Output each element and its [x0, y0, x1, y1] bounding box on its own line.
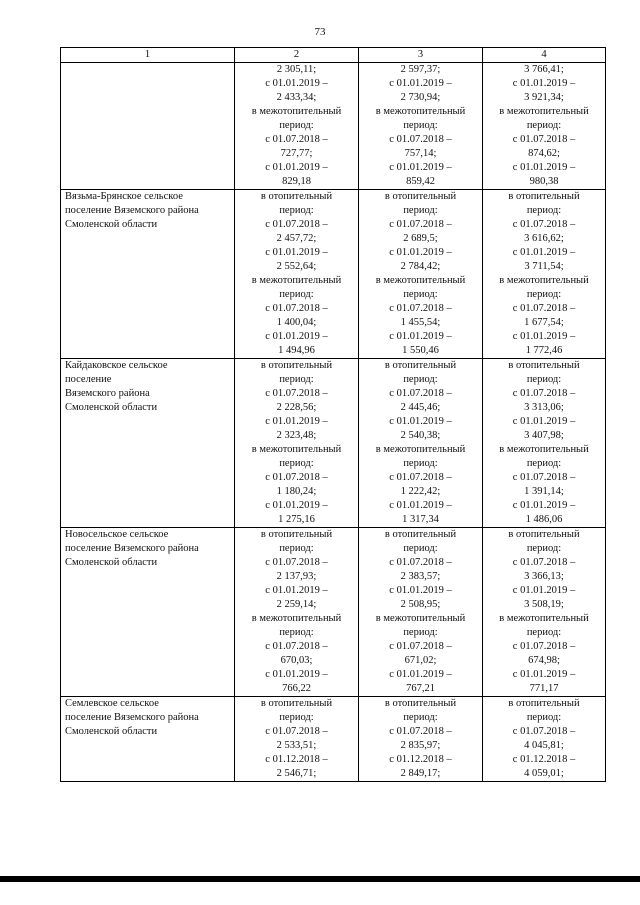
- tariff-line: 829,18: [282, 176, 311, 187]
- tariff-line: с 01.01.2019 –: [389, 585, 452, 596]
- tariff-line: 2 508,95;: [400, 599, 441, 610]
- column-header-3: 3: [359, 48, 483, 63]
- tariff-line: 767,21: [406, 683, 435, 694]
- tariff-line: 1 180,24;: [276, 486, 317, 497]
- tariff-line: с 01.01.2019 –: [389, 416, 452, 427]
- tariff-line: с 01.01.2019 –: [265, 585, 328, 596]
- tariff-line: с 01.01.2019 –: [389, 669, 452, 680]
- tariff-line: в межотопительный: [499, 275, 589, 286]
- table-body: [61, 63, 606, 782]
- tariff-cell-col2: [235, 63, 359, 190]
- tariff-line: период:: [526, 543, 562, 554]
- tariff-line: 3 616,62;: [524, 233, 564, 244]
- tariff-line: период:: [403, 289, 438, 300]
- column-header-2: 2: [235, 48, 359, 63]
- tariff-line: период:: [526, 289, 562, 300]
- tariff-line: 2 457,72;: [276, 233, 317, 244]
- tariff-line: с 01.01.2019 –: [512, 162, 576, 173]
- settlement-name-line: поселение Вяземского района: [65, 205, 199, 216]
- tariff-line: 3 766,41;: [524, 64, 564, 75]
- tariff-line: 3 921,34;: [524, 92, 564, 103]
- tariff-line: с 01.07.2018 –: [512, 219, 576, 230]
- tariff-line: 1 550,46: [402, 345, 439, 356]
- tariff-line: период:: [279, 627, 314, 638]
- tariff-line: 2 597,37;: [400, 64, 441, 75]
- tariff-line: с 01.01.2019 –: [512, 416, 576, 427]
- tariff-line: 2 533,51;: [276, 740, 317, 751]
- tariff-cell-col3: [359, 63, 483, 190]
- tariff-line: 670,03;: [280, 655, 313, 666]
- settlement-name-line: поселение: [65, 374, 112, 385]
- tariff-line: 727,77;: [280, 148, 313, 159]
- tariff-cell-col4: [483, 697, 606, 782]
- tariff-line: с 01.07.2018 –: [389, 219, 452, 230]
- tariff-line: с 01.01.2019 –: [512, 78, 576, 89]
- tariff-line: 1 391,14;: [524, 486, 564, 497]
- tariff-line: с 01.01.2019 –: [265, 500, 328, 511]
- tariff-line: период:: [526, 120, 562, 131]
- tariff-line: 2 552,64;: [276, 261, 317, 272]
- tariff-line: 1 400,04;: [276, 317, 317, 328]
- tariff-line: 2 137,93;: [276, 571, 317, 582]
- tariff-line: 2 730,94;: [400, 92, 441, 103]
- tariff-line: с 01.07.2018 –: [265, 219, 328, 230]
- tariff-line: 1 772,46: [525, 345, 563, 356]
- tariff-line: в межотопительный: [375, 106, 466, 117]
- settlement-name-line: Новосельское сельское: [65, 529, 169, 540]
- tariff-line: 2 323,48;: [276, 430, 317, 441]
- tariff-line: в отопительный: [508, 698, 580, 709]
- tariff-line: период:: [279, 289, 314, 300]
- tariff-line: с 01.01.2019 –: [265, 162, 328, 173]
- settlement-name-line: Кайдаковское сельское: [65, 360, 168, 371]
- settlement-name-line: поселение Вяземского района: [65, 712, 199, 723]
- tariff-cell-col4: [483, 528, 606, 697]
- tariff-line: 859,42: [406, 176, 435, 187]
- tariff-line: 2 433,34;: [276, 92, 317, 103]
- tariff-line: период:: [526, 374, 562, 385]
- settlement-name-cell: [61, 359, 235, 528]
- tariff-line: с 01.07.2018 –: [512, 134, 576, 145]
- table-row: [61, 63, 606, 190]
- tariff-line: период:: [526, 205, 562, 216]
- tariff-line: 3 366,13;: [524, 571, 564, 582]
- tariff-line: с 01.01.2019 –: [265, 247, 328, 258]
- tariff-line: с 01.07.2018 –: [389, 472, 452, 483]
- tariff-line: с 01.07.2018 –: [389, 388, 452, 399]
- settlement-name-line: Смоленской области: [65, 726, 158, 737]
- tariff-line: 2 259,14;: [276, 599, 317, 610]
- table-row: [61, 359, 606, 528]
- page-number: 73: [314, 26, 326, 38]
- tariff-line: с 01.07.2018 –: [265, 472, 328, 483]
- tariff-line: с 01.01.2019 –: [265, 78, 328, 89]
- tariff-line: с 01.01.2019 –: [389, 162, 452, 173]
- tariff-line: 2 383,57;: [400, 571, 441, 582]
- tariff-line: с 01.07.2018 –: [265, 134, 328, 145]
- tariff-line: в отопительный: [508, 529, 580, 540]
- tariff-line: в отопительный: [260, 698, 333, 709]
- tariff-line: 2 849,17;: [400, 768, 441, 779]
- tariff-line: период:: [279, 374, 314, 385]
- tariff-line: с 01.07.2018 –: [265, 726, 328, 737]
- tariff-line: с 01.07.2018 –: [512, 726, 576, 737]
- tariff-line: период:: [526, 627, 562, 638]
- tariff-line: 771,17: [529, 683, 559, 694]
- tariff-line: с 01.01.2019 –: [265, 669, 328, 680]
- tariff-line: с 01.07.2018 –: [389, 134, 452, 145]
- tariff-table: [60, 47, 606, 782]
- tariff-cell-col4: [483, 359, 606, 528]
- tariff-line: в межотопительный: [375, 613, 466, 624]
- tariff-line: 674,98;: [528, 655, 560, 666]
- settlement-name-line: Смоленской области: [65, 557, 158, 568]
- tariff-line: период:: [403, 627, 438, 638]
- table-row: [61, 528, 606, 697]
- column-header-4: 4: [483, 48, 606, 63]
- table-header: [61, 48, 606, 63]
- tariff-line: 2 784,42;: [400, 261, 441, 272]
- tariff-line: в межотопительный: [251, 106, 342, 117]
- tariff-line: в отопительный: [384, 360, 457, 371]
- tariff-line: с 01.07.2018 –: [389, 557, 452, 568]
- settlement-name-line: Смоленской области: [65, 402, 158, 413]
- settlement-name-line: Вяземского района: [65, 388, 150, 399]
- tariff-line: 2 445,46;: [400, 402, 441, 413]
- settlement-name-cell: [61, 190, 235, 359]
- tariff-line: в межотопительный: [499, 106, 589, 117]
- tariff-line: период:: [403, 458, 438, 469]
- tariff-line: период:: [403, 120, 438, 131]
- tariff-line: период:: [403, 712, 438, 723]
- tariff-line: 757,14;: [404, 148, 437, 159]
- tariff-line: 980,38: [529, 176, 559, 187]
- settlement-name-line: Вязьма-Брянское сельское: [65, 191, 183, 202]
- tariff-line: с 01.07.2018 –: [512, 388, 576, 399]
- tariff-cell-col3: [359, 190, 483, 359]
- tariff-line: 1 677,54;: [524, 317, 564, 328]
- header-row: [61, 48, 606, 63]
- tariff-line: с 01.07.2018 –: [265, 641, 328, 652]
- tariff-cell-col2: [235, 190, 359, 359]
- tariff-line: в межотопительный: [251, 275, 342, 286]
- tariff-line: 4 059,01;: [524, 768, 564, 779]
- tariff-line: в межотопительный: [375, 275, 466, 286]
- tariff-line: с 01.07.2018 –: [512, 303, 576, 314]
- settlement-name-line: Семлевское сельское: [65, 698, 159, 709]
- tariff-line: 1 275,16: [278, 514, 315, 525]
- tariff-line: 2 540,38;: [400, 430, 441, 441]
- tariff-line: с 01.07.2018 –: [512, 472, 576, 483]
- tariff-line: 1 494,96: [278, 345, 315, 356]
- tariff-line: 2 689,5;: [403, 233, 438, 244]
- tariff-line: в отопительный: [260, 360, 333, 371]
- settlement-name-line: поселение Вяземского района: [65, 543, 199, 554]
- tariff-line: 3 407,98;: [524, 430, 564, 441]
- tariff-cell-col3: [359, 359, 483, 528]
- tariff-line: период:: [279, 120, 314, 131]
- tariff-line: с 01.12.2018 –: [512, 754, 576, 765]
- tariff-cell-col2: [235, 359, 359, 528]
- tariff-line: период:: [279, 205, 314, 216]
- tariff-line: в межотопительный: [375, 444, 466, 455]
- tariff-line: с 01.07.2018 –: [265, 388, 328, 399]
- tariff-line: 3 313,06;: [524, 402, 564, 413]
- tariff-line: с 01.01.2019 –: [512, 585, 576, 596]
- tariff-line: с 01.07.2018 –: [512, 557, 576, 568]
- tariff-line: в межотопительный: [499, 444, 589, 455]
- tariff-line: 1 486,06: [525, 514, 563, 525]
- tariff-line: с 01.07.2018 –: [265, 557, 328, 568]
- tariff-line: с 01.01.2019 –: [389, 247, 452, 258]
- settlement-name-cell: [61, 528, 235, 697]
- tariff-line: 2 835,97;: [400, 740, 441, 751]
- bottom-border-bar: [0, 876, 640, 882]
- table-row: [61, 190, 606, 359]
- tariff-line: 2 546,71;: [276, 768, 317, 779]
- tariff-line: с 01.07.2018 –: [512, 641, 576, 652]
- tariff-line: с 01.01.2019 –: [265, 331, 328, 342]
- tariff-line: период:: [526, 712, 562, 723]
- tariff-line: в отопительный: [508, 360, 580, 371]
- tariff-line: с 01.07.2018 –: [389, 726, 452, 737]
- tariff-line: с 01.07.2018 –: [389, 303, 452, 314]
- tariff-line: 1 317,34: [402, 514, 439, 525]
- tariff-line: период:: [403, 205, 438, 216]
- tariff-line: с 01.01.2019 –: [512, 331, 576, 342]
- tariff-line: с 01.01.2019 –: [512, 247, 576, 258]
- tariff-line: в отопительный: [384, 191, 457, 202]
- tariff-line: с 01.01.2019 –: [265, 416, 328, 427]
- tariff-line: 766,22: [282, 683, 311, 694]
- tariff-line: период:: [279, 458, 314, 469]
- tariff-line: с 01.01.2019 –: [512, 669, 576, 680]
- tariff-line: период:: [279, 712, 314, 723]
- tariff-line: 671,02;: [404, 655, 437, 666]
- tariff-line: 4 045,81;: [524, 740, 564, 751]
- tariff-line: период:: [403, 374, 438, 385]
- tariff-line: с 01.01.2019 –: [389, 78, 452, 89]
- tariff-line: период:: [526, 458, 562, 469]
- tariff-line: в отопительный: [384, 529, 457, 540]
- tariff-line: 1 222,42;: [400, 486, 441, 497]
- tariff-line: в межотопительный: [499, 613, 589, 624]
- settlement-name-line: Смоленской области: [65, 219, 158, 230]
- tariff-line: период:: [403, 543, 438, 554]
- tariff-line: 3 711,54;: [524, 261, 564, 272]
- tariff-line: 874,62;: [528, 148, 560, 159]
- tariff-line: в отопительный: [260, 529, 333, 540]
- tariff-line: с 01.07.2018 –: [389, 641, 452, 652]
- table-row: [61, 697, 606, 782]
- tariff-line: период:: [279, 543, 314, 554]
- tariff-cell-col3: [359, 697, 483, 782]
- tariff-cell-col3: [359, 528, 483, 697]
- tariff-line: в отопительный: [260, 191, 333, 202]
- tariff-line: с 01.01.2019 –: [389, 500, 452, 511]
- tariff-line: 2 305,11;: [276, 64, 317, 75]
- tariff-line: с 01.01.2019 –: [512, 500, 576, 511]
- tariff-line: с 01.12.2018 –: [265, 754, 328, 765]
- tariff-line: в межотопительный: [251, 613, 342, 624]
- tariff-line: в отопительный: [384, 698, 457, 709]
- settlement-name-cell: [61, 63, 235, 190]
- tariff-cell-col4: [483, 63, 606, 190]
- tariff-cell-col2: [235, 697, 359, 782]
- tariff-line: в отопительный: [508, 191, 580, 202]
- column-header-1: 1: [61, 48, 235, 63]
- tariff-line: с 01.12.2018 –: [389, 754, 452, 765]
- tariff-line: 1 455,54;: [400, 317, 441, 328]
- tariff-line: 2 228,56;: [276, 402, 317, 413]
- tariff-cell-col4: [483, 190, 606, 359]
- tariff-line: с 01.01.2019 –: [389, 331, 452, 342]
- tariff-line: с 01.07.2018 –: [265, 303, 328, 314]
- tariff-cell-col2: [235, 528, 359, 697]
- settlement-name-cell: [61, 697, 235, 782]
- tariff-line: 3 508,19;: [524, 599, 564, 610]
- tariff-line: в межотопительный: [251, 444, 342, 455]
